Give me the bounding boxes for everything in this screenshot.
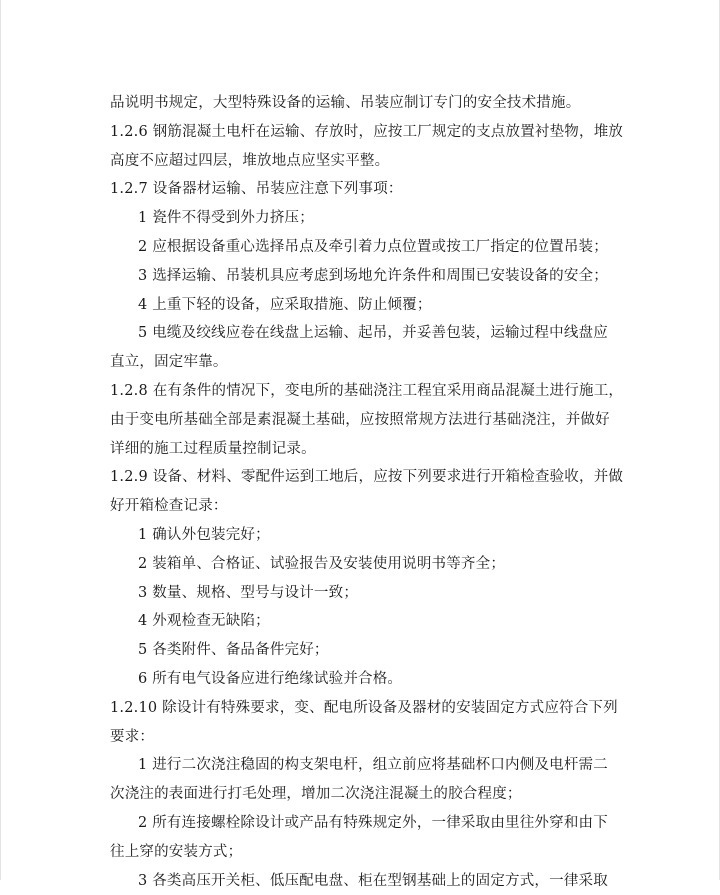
list-item: 5 各类附件、备品备件完好；: [138, 642, 329, 659]
text-line: 品说明书规定，大型特殊设备的运输、吊装应制订专门的安全技术措施。: [110, 95, 581, 111]
list-item: 2 装箱单、合格证、试验报告及安装使用说明书等齐全；: [138, 555, 506, 572]
list-item: 3 各类高压开关柜、低压配电盘、柜在型钢基础上的固定方式，一律采取: [138, 872, 608, 889]
list-item: 4 外观检查无缺陷；: [138, 613, 270, 630]
list-item: 4 上重下轻的设备，应采取措施、防止倾覆；: [138, 296, 432, 313]
document-body: [110, 89, 624, 895]
list-item: 2 所有连接螺栓除设计或产品有特殊规定外，一律采取由里往外穿和由下: [138, 814, 608, 831]
section-1-2-9: 1.2.9 设备、材料、零配件运到工地后，应按下列要求进行开箱检查验收，并做: [110, 469, 624, 486]
list-item: 3 数量、规格、型号与设计一致；: [138, 584, 359, 601]
text-line: 要求：: [110, 728, 155, 745]
text-line: 详细的施工过程质量控制记录。: [110, 440, 316, 457]
list-item: 5 电缆及绞线应卷在线盘上运输、起吊，并妥善包装，运输过程中线盘应: [138, 325, 608, 342]
text-line: 好开箱检查记录：: [110, 498, 228, 515]
list-item: 1 瓷件不得受到外力挤压；: [138, 210, 314, 227]
list-item: 6 所有电气设备应进行绝缘试验并合格。: [138, 670, 403, 687]
list-item: 2 应根据设备重心选择吊点及牵引着力点位置或按工厂指定的位置吊装；: [138, 238, 608, 255]
section-1-2-10: 1.2.10 除设计有特殊要求，变、配电所设备及器材的安装固定方式应符合下列: [110, 699, 618, 716]
text-line: 直立，固定牢靠。: [110, 354, 228, 371]
section-1-2-8: 1.2.8 在有条件的情况下，变电所的基础浇注工程宜采用商品混凝土进行施工，: [110, 382, 624, 399]
list-item: 1 进行二次浇注稳固的构支架电杆，组立前应将基础杯口内侧及电杆需二: [138, 757, 608, 774]
text-line: 次浇注的表面进行打毛处理，增加二次浇注混凝土的胶合程度；: [110, 786, 522, 803]
text-line: 高度不应超过四层，堆放地点应坚实平整。: [110, 152, 390, 169]
text-line: 由于变电所基础全部是素混凝土基础，应按照常规方法进行基础浇注，并做好: [110, 411, 610, 428]
section-1-2-6: 1.2.6 钢筋混凝土电杆在运输、存放时，应按工厂规定的支点放置衬垫物，堆放: [110, 123, 624, 140]
text-line: 往上穿的安装方式；: [110, 843, 243, 860]
list-item: 3 选择运输、吊装机具应考虑到场地允许条件和周围已安装设备的安全；: [138, 267, 608, 284]
list-item: 1 确认外包装完好；: [138, 526, 270, 543]
section-1-2-7: 1.2.7 设备器材运输、吊装应注意下列事项：: [110, 181, 403, 198]
